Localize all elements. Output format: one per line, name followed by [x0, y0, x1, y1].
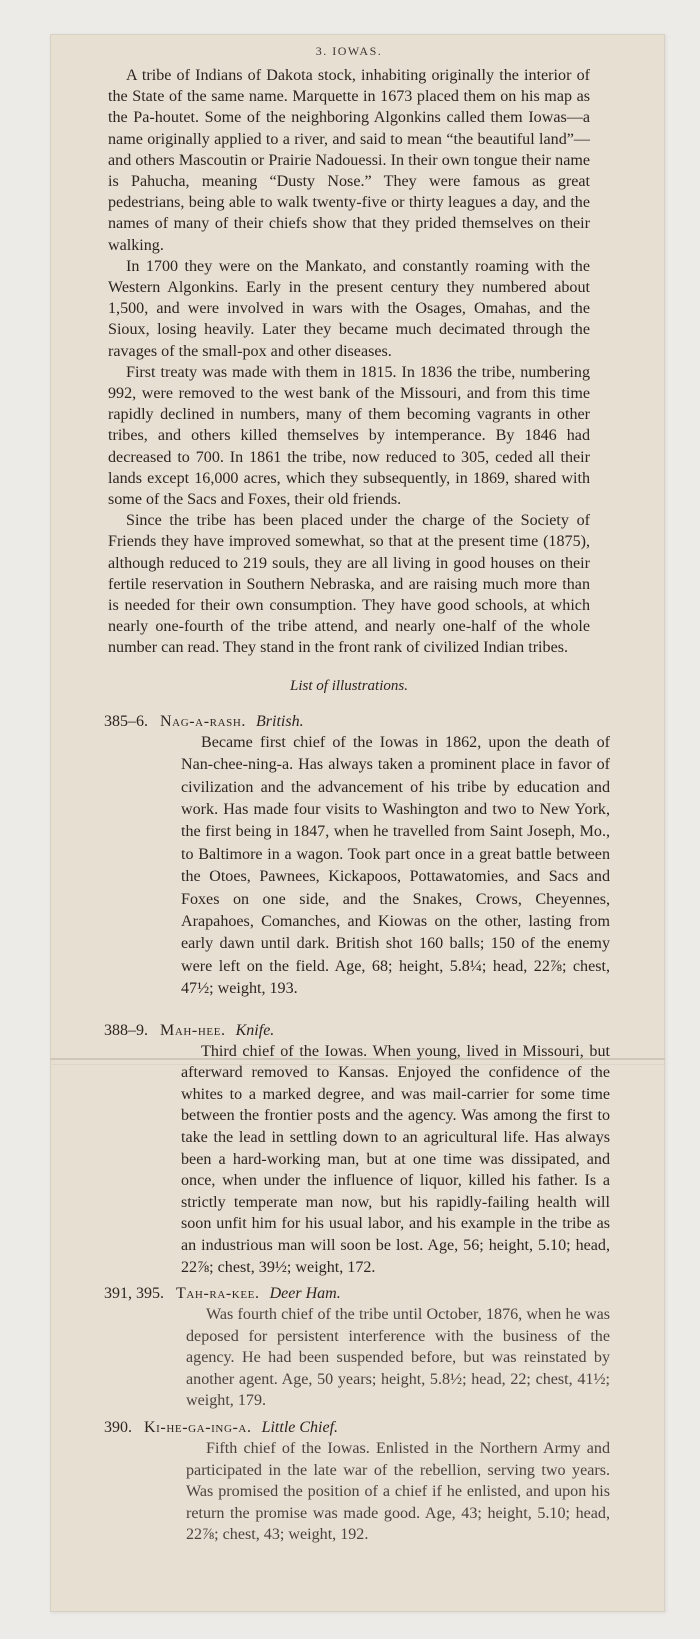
- entry-name: Ki-he-ga-ing-a.: [144, 1419, 252, 1437]
- illustration-entry: [104, 1021, 610, 1279]
- list-title: List of illustrations.: [290, 677, 408, 694]
- illustration-entry: [104, 1418, 610, 1546]
- entry-text: Fifth chief of the Iowas. Enlisted in the Northern Army and participated in the late war of the rebellion, serving two years. Was promised the position of a chief if he enlisted, and upon his return the promise was made good. Age, 43; height, 5.10; head, 22⅞; chest, 43; weight, 192.: [186, 1440, 610, 1544]
- intro-paragraph: A tribe of Indians of Dakota stock, inhabiting originally the interior of the State of the same name. Marquette in 1673 placed them on his map as the Pa-houtet. Some of the neighboring Algonkins called them Iowas—a name originally applied to a river, and said to mean “the beautiful land”—and others Mascoutin or Prairie Nadouessi. In their own tongue their name is Pahucha, meaning “Dusty Nose.” They were famous as great pedestrians, being able to walk twenty-five or thirty leagues a day, and the names of many of their chiefs show that they prided themselves on their walking.: [108, 67, 590, 254]
- entry-number: 390.: [104, 1419, 132, 1437]
- running-head: 3. IOWAS.: [315, 44, 383, 58]
- entry-number: 385–6.: [104, 712, 148, 730]
- illustration-entry: [104, 1284, 610, 1412]
- entry-text: Was fourth chief of the tribe until October, 1876, when he was deposed for persistent interference with the business of the agency. He had been suspended before, but was reinstated by another agent. Age, 50 years; height, 5.8½; head, 22; chest, 41½; weight, 179.: [186, 1306, 610, 1410]
- entry-translation: Deer Ham.: [269, 1285, 341, 1303]
- entry-heading: [104, 1021, 590, 1041]
- entry-translation: Knife.: [235, 1021, 275, 1039]
- history-paragraph: In 1700 they were on the Mankato, and constantly roaming with the Western Algonkins. Early in the present century they numbered about 1,500, and were involved in wars with the Osages, Omahas, and the Sioux, losing heavily. Later they became much decimated through the ravages of the small-pox and other diseases.: [108, 257, 590, 360]
- entry-name: Nag-a-rash.: [160, 712, 246, 730]
- entry-translation: Little Chief.: [261, 1419, 339, 1437]
- present-paragraph: Since the tribe has been placed under the charge of the Society of Friends they have improved somewhat, so that at the present time (1875), although reduced to 219 souls, they are all living in good houses on their fertile reservation in Southern Nebraska, and are raising much more than is needed for their own consumption. They have good schools, at which nearly one-fourth of the tribe attend, and nearly one-half of the whole number can read. They stand in the front rank of civilized Indian tribes.: [108, 512, 590, 657]
- entry-heading: [104, 712, 590, 732]
- entry-text: Became first chief of the Iowas in 1862, upon the death of Nan-chee-ning-a. Has always taken a prominent place in favor of civilization and the advancement of his tribe by education and work. Has made four visits to Washington and two to New York, the first being in 1847, when he travelled from Saint Joseph, Mo., to Baltimore in a wagon. Took part once in a great battle between the Otoes, Pawnees, Kickapoos, Pottawatomies, and Sacs and Foxes on one side, and the Snakes, Crows, Cheyennes, Arapahoes, Comanches, and Kiowas on the other, lasting from early dawn until dark. British shot 160 balls; 150 of the enemy were left on the field. Age, 68; height, 5.8¼; head, 22⅞; chest, 47½; weight, 193.: [181, 733, 610, 998]
- entry-number: 391, 395.: [104, 1285, 164, 1303]
- entry-name: Tah-ra-kee.: [176, 1285, 260, 1303]
- page-content: [104, 34, 610, 1546]
- entry-translation: British.: [256, 712, 304, 730]
- illustration-entry: [104, 712, 610, 1001]
- entry-heading: [104, 1418, 590, 1438]
- entry-heading: [104, 1284, 590, 1304]
- entry-name: Mah-hee.: [160, 1021, 226, 1039]
- entry-number: 388–9.: [104, 1021, 148, 1039]
- entry-text: Third chief of the Iowas. When young, lived in Missouri, but afterward removed to Kansas. Enjoyed the confidence of the whites to a marked degree, and was mail-carrier for some time between the frontier posts and the agency. Was among the first to take the lead in settling down to an agricultural life. Has always been a hard-working man, but at one time was dissipated, and once, when under the influence of liquor, killed his father. Is a strictly temperate man now, but his rapidly-failing health will soon unfit him for his usual labor, and his example in the tribe as an industrious man will soon be lost. Age, 56; height, 5.10; head, 22⅞; chest, 39½; weight, 172.: [181, 1042, 610, 1276]
- treaty-paragraph: First treaty was made with them in 1815. In 1836 the tribe, numbering 992, were removed to the west bank of the Missouri, and from this time rapidly declined in numbers, many of them becoming vagrants in other tribes, and others killed themselves by intemperance. By 1846 had decreased to 700. In 1861 the tribe, now reduced to 305, ceded all their lands except 16,000 acres, which they subsequently, in 1869, shared with some of the Sacs and Foxes, their old friends.: [108, 363, 590, 509]
